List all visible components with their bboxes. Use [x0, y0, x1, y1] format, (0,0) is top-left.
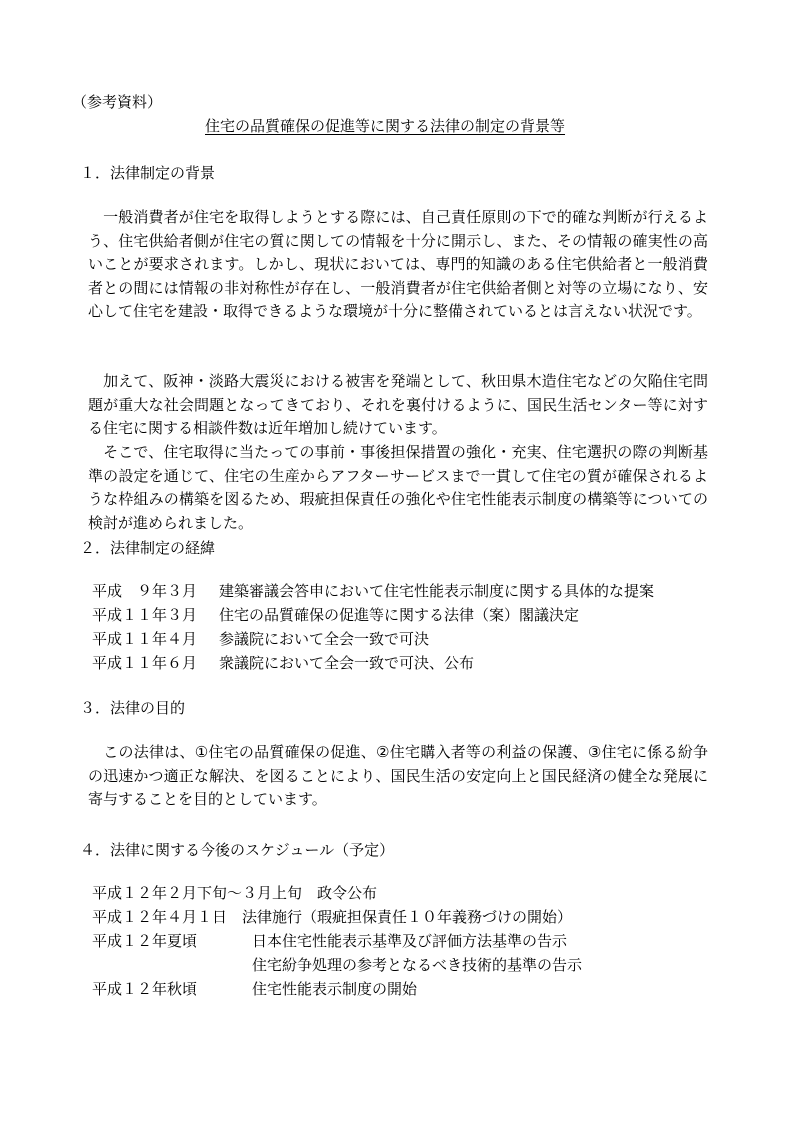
page-title: 住宅の品質確保の促進等に関する法律の制定の背景等	[205, 117, 566, 135]
section-1-paragraph-3: そこで、住宅取得に当たっての事前・事後担保措置の強化・充実、住宅選択の際の判断基準の設定を通じて、住宅の生産からアフターサービスまで一貫して住宅の質が確保されるような枠組みの構築を図るため、瑕疵担保責任の強化や住宅性能表示制度の構築等についての検討が進められました。	[88, 443, 708, 532]
history-text-1: 建築審議会答申において住宅性能表示制度に関する具体的な提案	[219, 582, 655, 600]
schedule-text-4: 住宅紛争処理の参考となるべき技術的基準の告示	[252, 956, 583, 974]
section-3-paragraph: この法律は、①住宅の品質確保の促進、②住宅購入者等の利益の保護、③住宅に係る紛争の迅速かつ適正な解決、を図ることにより、国民生活の安定向上と国民経済の健全な発展に寄与することを目的としています。	[88, 743, 708, 808]
schedule-text-3: 日本住宅性能表示基準及び評価方法基準の告示	[252, 932, 568, 950]
history-date-4: 平成１１年６月	[92, 654, 198, 672]
section-3-heading: ３．法律の目的	[80, 699, 186, 717]
history-text-4: 衆議院において全会一致で可決、公布	[219, 654, 475, 672]
history-text-2: 住宅の品質確保の促進等に関する法律（案）閣議決定	[219, 606, 580, 624]
history-text-3: 参議院において全会一致で可決	[219, 630, 430, 648]
schedule-row-2: 平成１２年４月１日 法律施行（瑕疵担保責任１０年義務づけの開始）	[92, 908, 573, 926]
section-1-paragraph-2: 加えて、阪神・淡路大震災における被害を発端として、秋田県木造住宅などの欠陥住宅問題が重大な社会問題となってきており、それを裏付けるように、国民生活センター等に対する住宅に関する相談件数は近年増加し続けています。	[88, 372, 708, 437]
section-2-heading: ２．法律制定の経緯	[80, 539, 216, 557]
section-4-heading: ４．法律に関する今後のスケジュール（予定）	[80, 841, 395, 859]
history-date-2: 平成１１年３月	[92, 606, 198, 624]
section-1-heading: １．法律制定の背景	[80, 164, 216, 182]
schedule-text-5: 住宅性能表示制度の開始	[252, 980, 418, 998]
schedule-row-1: 平成１２年２月下旬～３月上旬 政令公布	[92, 884, 378, 902]
reference-label: （参考資料）	[72, 93, 163, 111]
schedule-date-3: 平成１２年夏頃	[92, 932, 198, 950]
section-1-paragraph-1: 一般消費者が住宅を取得しようとする際には、自己責任原則の下で的確な判断が行えるよう、住宅供給者側が住宅の質に関しての情報を十分に開示し、また、その情報の確実性の高いことが要求されます。しかし、現状においては、専門的知識のある住宅供給者と一般消費者との間には情報の非対称性が存在し、一般消費者が住宅供給者側と対等の立場になり、安心して住宅を建設・取得できるような環境が十分に整備されているとは言えない状況です。	[88, 208, 708, 320]
schedule-date-5: 平成１２年秋頃	[92, 980, 198, 998]
history-date-1: 平成 ９年３月	[92, 582, 198, 600]
history-date-3: 平成１１年４月	[92, 630, 198, 648]
